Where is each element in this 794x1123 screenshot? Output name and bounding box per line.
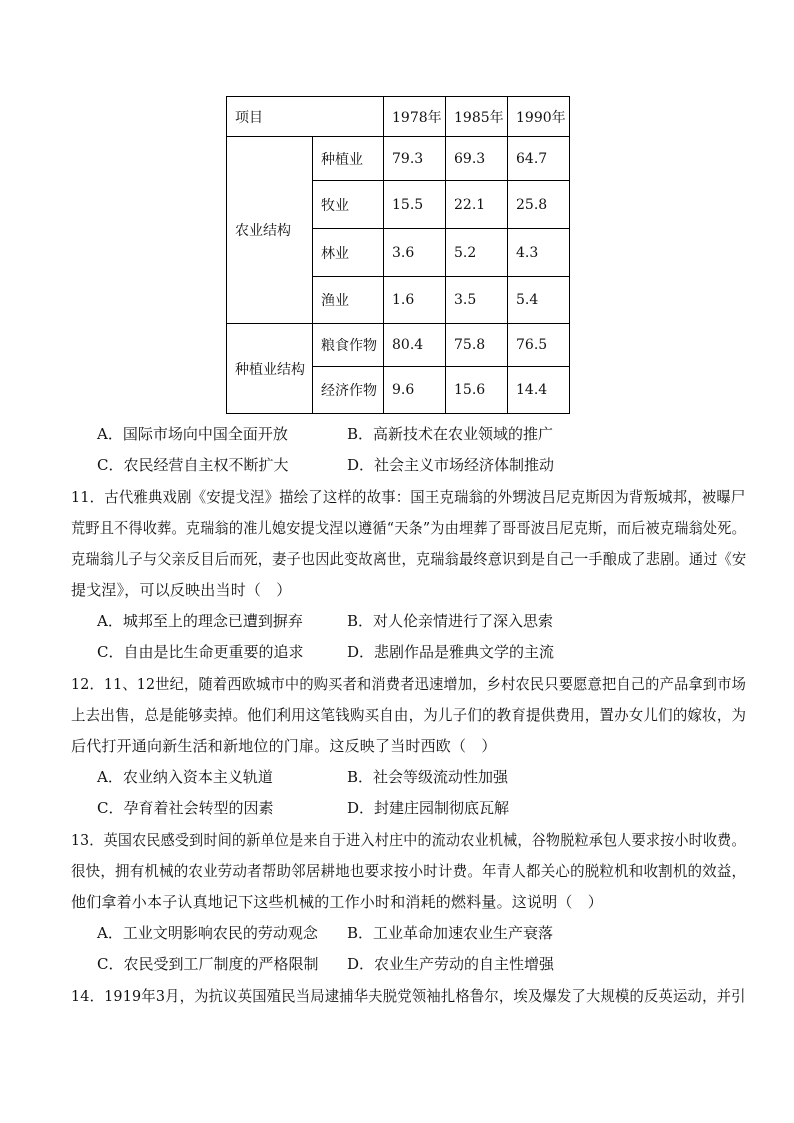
table-header-row (227, 97, 570, 137)
q12-option-a: A．农业纳入资本主义轨道 (97, 768, 273, 786)
q13-stem-line: 他们拿着小本子认真地记下这些机械的工作小时和消耗的燃料量。这说明（ ） (71, 893, 604, 911)
q10-option-c: C．农民经营自主权不断扩大 (97, 456, 289, 474)
q10-option-b: B．高新技术在农业领域的推广 (347, 425, 554, 443)
value-cell: 14.4 (508, 367, 570, 414)
q10-option-a: A．国际市场向中国全面开放 (97, 425, 288, 443)
value-cell: 5.2 (446, 229, 508, 277)
q13-option-d: D．农业生产劳动的自主性增强 (347, 955, 555, 973)
q11-stem-line: 荒野且不得收葬。克瑞翁的准儿媳安提戈涅以遵循“天条”为由埋葬了哥哥波吕尼克斯，而后被克瑞翁处死。 (71, 519, 746, 537)
q13-stem-line: 13．英国农民感受到时间的新单位是来自于进入村庄中的流动农业机械，谷物脱粒承包人要求按小时收费。 (71, 831, 746, 849)
q13-stem-line: 很快，拥有机械的农业劳动者帮助邻居耕地也要求按小时计费。年青人都关心的脱粒机和收割机的效益， (71, 862, 747, 880)
header-cell: 1985年 (446, 97, 508, 137)
q11-stem-line: 11．古代雅典戏剧《安提戈涅》描绘了这样的故事：国王克瑞翁的外甥波吕尼克斯因为背叛城邦，被曝尸 (71, 488, 746, 506)
value-cell: 4.3 (508, 229, 570, 277)
value-cell: 15.6 (446, 367, 508, 414)
value-cell: 69.3 (446, 137, 508, 181)
value-cell: 3.5 (446, 277, 508, 324)
value-cell: 80.4 (384, 324, 446, 367)
q12-option-b: B．社会等级流动性加强 (347, 768, 509, 786)
value-cell: 3.6 (384, 229, 446, 277)
q13-option-b: B．工业革命加速农业生产衰落 (347, 924, 554, 942)
item-cell: 粮食作物 (313, 324, 384, 367)
value-cell: 1.6 (384, 277, 446, 324)
value-cell: 5.4 (508, 277, 570, 324)
q11-option-a: A．城邦至上的理念已遭到摒弃 (97, 612, 303, 630)
group-label: 农业结构 (227, 137, 313, 324)
value-cell: 9.6 (384, 367, 446, 414)
item-cell: 种植业 (313, 137, 384, 181)
q12-stem-line: 后代打开通向新生活和新地位的门扉。这反映了当时西欧（ ） (71, 737, 497, 755)
q10-option-d: D．社会主义市场经济体制推动 (347, 456, 555, 474)
header-cell: 项目 (227, 97, 384, 137)
q14-stem-line: 14．1919年3月，为抗议英国殖民当局逮捕华夫脱党领袖扎格鲁尔，埃及爆发了大规模的反英运动，并引 (71, 987, 746, 1005)
q11-option-b: B．对人伦亲情进行了深入思索 (347, 612, 554, 630)
q11-stem-line: 提戈涅》，可以反映出当时（ ） (71, 581, 292, 599)
table-row (227, 324, 570, 367)
value-cell: 79.3 (384, 137, 446, 181)
agriculture-structure-table (226, 96, 570, 414)
q12-stem-line: 上去出售，总是能够卖掉。他们利用这笔钱购买自由，为儿子们的教育提供费用，置办女儿们的嫁妆，为 (71, 706, 747, 724)
q11-option-d: D．悲剧作品是雅典文学的主流 (347, 643, 555, 661)
item-cell: 牧业 (313, 181, 384, 229)
q12-stem-line: 12．11、12世纪，随着西欧城市中的购买者和消费者迅速增加，乡村农民只要愿意把自己的产品拿到市场 (71, 675, 747, 693)
item-cell: 林业 (313, 229, 384, 277)
q11-stem-line: 克瑞翁儿子与父亲反目后而死，妻子也因此变故离世，克瑞翁最终意识到是自己一手酿成了悲剧。通过《安 (71, 550, 747, 568)
value-cell: 15.5 (384, 181, 446, 229)
q12-option-c: C．孕育着社会转型的因素 (97, 799, 274, 817)
q13-option-a: A．工业文明影响农民的劳动观念 (97, 924, 318, 942)
item-cell: 经济作物 (313, 367, 384, 414)
header-cell: 1990年 (508, 97, 570, 137)
value-cell: 75.8 (446, 324, 508, 367)
value-cell: 64.7 (508, 137, 570, 181)
value-cell: 25.8 (508, 181, 570, 229)
q12-option-d: D．封建庄园制彻底瓦解 (347, 799, 510, 817)
header-cell: 1978年 (384, 97, 446, 137)
group-label: 种植业结构 (227, 324, 313, 414)
value-cell: 22.1 (446, 181, 508, 229)
table-row (227, 137, 570, 181)
item-cell: 渔业 (313, 277, 384, 324)
q11-option-c: C．自由是比生命更重要的追求 (97, 643, 304, 661)
q13-option-c: C．农民受到工厂制度的严格限制 (97, 955, 319, 973)
value-cell: 76.5 (508, 324, 570, 367)
